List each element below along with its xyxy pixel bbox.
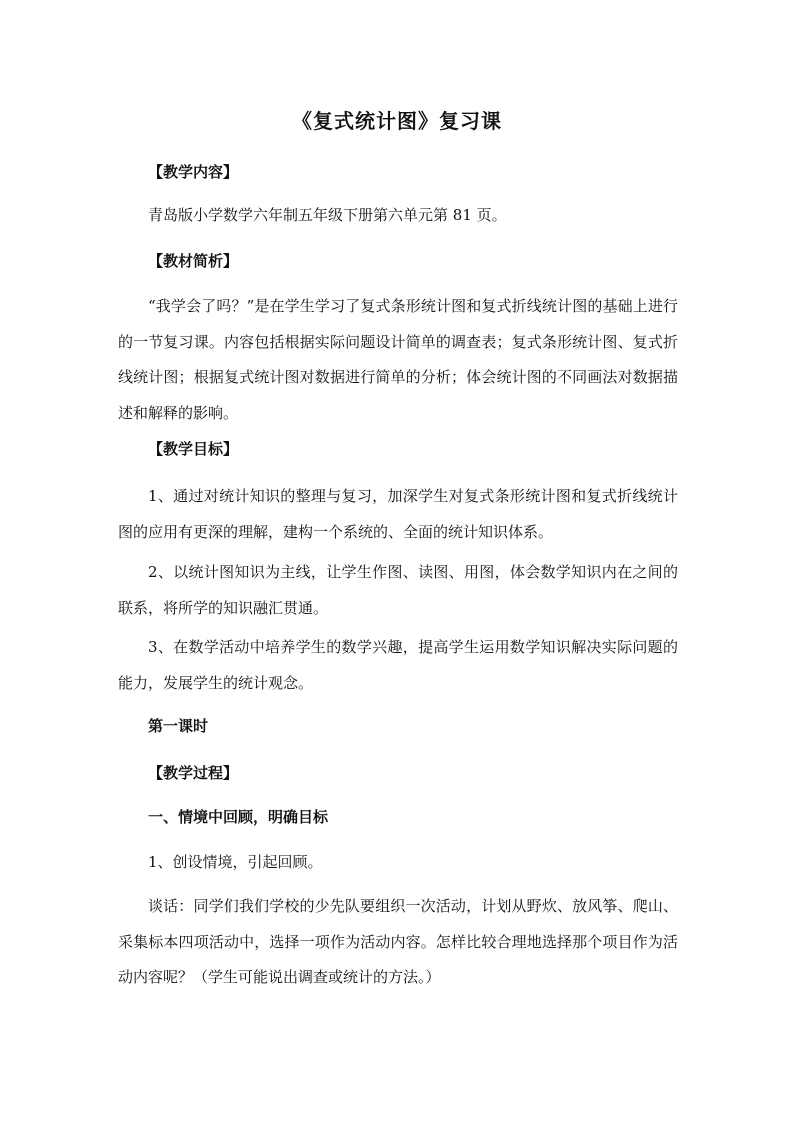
teaching-content-text: 青岛版小学数学六年制五年级下册第六单元第 81 页。 [148,206,507,224]
heading-teaching-content: 【教学内容】 [148,163,239,181]
document-title: 《复式统计图》复习课 [292,109,502,133]
goal-item-2: 2、以统计图知识为主线，让学生作图、读图、用图，体会数学知识内在之间的联系，将所学的知识融汇贯通。 [118,563,678,617]
lesson-label: 第一课时 [148,717,209,735]
heading-teaching-process: 【教学过程】 [148,764,239,782]
material-analysis-text: “我学会了吗？”是在学生学习了复式条形统计图和复式折线统计图的基础上进行的一节复习课。内容包括根据实际问题设计简单的调查表；复式条形统计图、复式折线统计图；根据复式统计图对数据进行简单的分析；体会统计图的不同画法对数据描述和解释的影响。 [118,297,678,422]
heading-material-analysis: 【教材简析】 [148,252,239,270]
dialogue-text: 谈话：同学们我们学校的少先队要组织一次活动，计划从野炊、放风筝、爬山、采集标本四项活动中，选择一项作为活动内容。怎样比较合理地选择那个项目作为活动内容呢？（学生可能说出调查或统计的方法。） [118,897,678,986]
step-item-1: 1、创设情境，引起回顾。 [148,853,323,871]
heading-teaching-goals: 【教学目标】 [148,440,239,458]
goal-item-1: 1、通过对统计知识的整理与复习，加深学生对复式条形统计图和复式折线统计图的应用有更深的理解，建构一个系统的、全面的统计知识体系。 [118,487,678,541]
step-heading: 一、情境中回顾，明确目标 [148,808,329,826]
goal-item-3: 3、在数学活动中培养学生的数学兴趣，提高学生运用数学知识解决实际问题的能力，发展学生的统计观念。 [118,638,678,692]
